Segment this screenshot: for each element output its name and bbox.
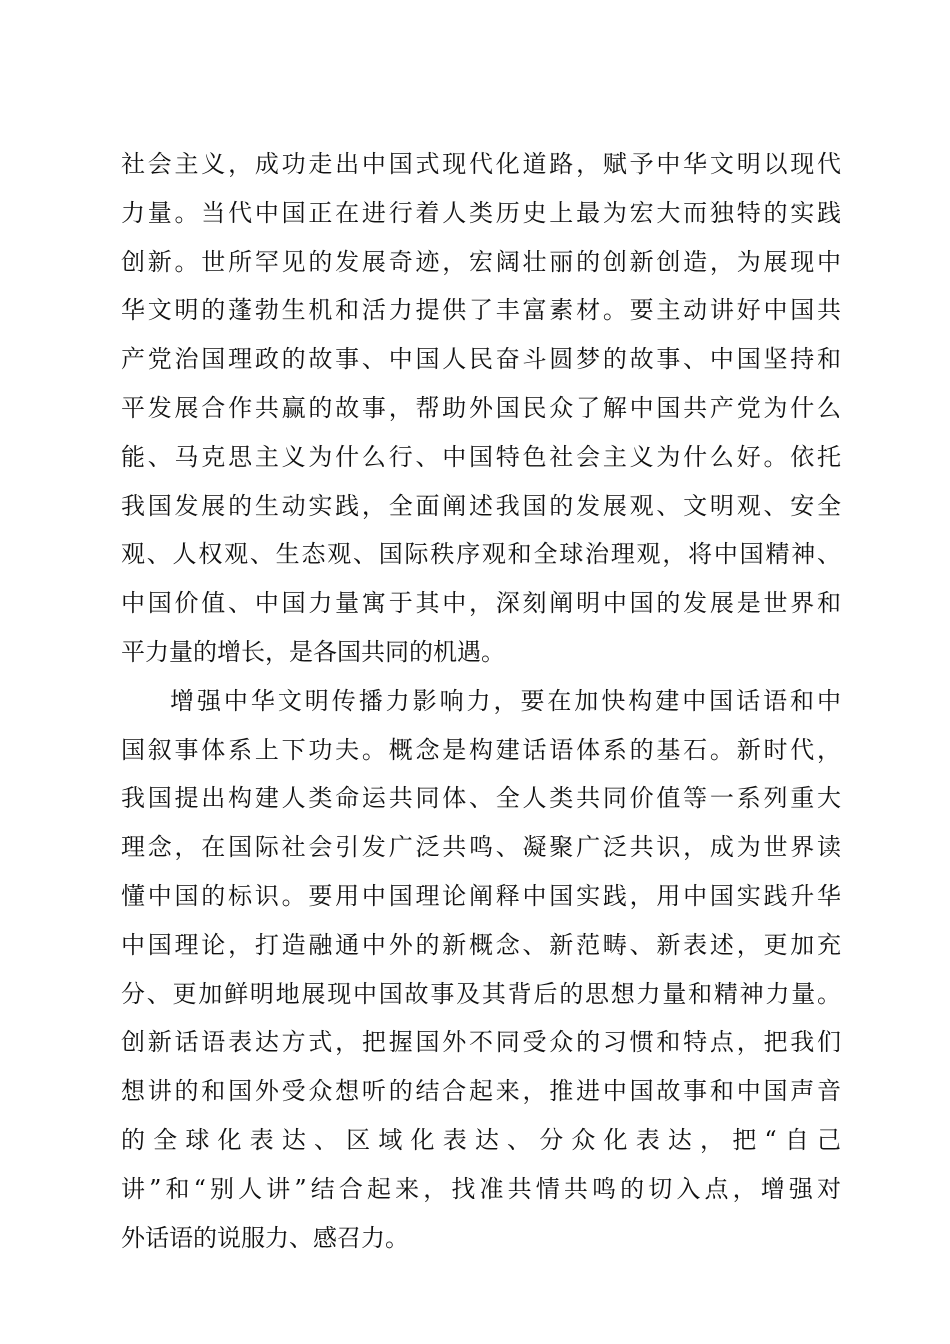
text-line: 懂中国的标识。要用中国理论阐释中国实践，用中国实践升华: [121, 881, 841, 910]
text-line: 外话语的说服力、感召力。: [121, 1223, 409, 1252]
text-line: 平发展合作共赢的故事，帮助外国民众了解中国共产党为什么: [121, 393, 841, 422]
text-line: 我国提出构建人类命运共同体、全人类共同价值等一系列重大: [121, 784, 841, 813]
text-line: 产党治国理政的故事、中国人民奋斗圆梦的故事、中国坚持和: [121, 345, 841, 374]
body-text: [121, 142, 841, 1264]
text-line: 华文明的蓬勃生机和活力提供了丰富素材。要主动讲好中国共: [121, 296, 841, 325]
text-line: 中国价值、中国力量寓于其中，深刻阐明中国的发展是世界和: [121, 589, 841, 618]
text-line: 平力量的增长，是各国共同的机遇。: [121, 637, 505, 666]
text-line: 理念，在国际社会引发广泛共鸣、凝聚广泛共识，成为世界读: [121, 833, 841, 862]
text-line: 社会主义，成功走出中国式现代化道路，赋予中华文明以现代: [121, 150, 841, 178]
text-line: 创新。世所罕见的发展奇迹，宏阔壮丽的创新创造，为展现中: [121, 247, 841, 276]
text-line: 观、人权观、生态观、国际秩序观和全球治理观，将中国精神、: [121, 540, 841, 569]
text-line: 国叙事体系上下功夫。概念是构建话语体系的基石。新时代，: [121, 735, 841, 764]
text-line: 我国发展的生动实践，全面阐述我国的发展观、文明观、安全: [121, 491, 841, 520]
text-line: 中国理论，打造融通中外的新概念、新范畴、新表述，更加充: [121, 930, 841, 959]
text-line: 讲”和“别人讲”结合起来，找准共情共鸣的切入点，增强对: [121, 1174, 841, 1203]
text-line: 的全球化表达、区域化表达、分众化表达，把“自己: [121, 1125, 841, 1154]
text-line: 创新话语表达方式，把握国外不同受众的习惯和特点，把我们: [121, 1028, 841, 1057]
paragraph-first-line: 增强中华文明传播力影响力，要在加快构建中国话语和中: [170, 686, 841, 715]
text-line: 想讲的和国外受众想听的结合起来，推进中国故事和中国声音: [121, 1077, 841, 1106]
text-line: 能、马克思主义为什么行、中国特色社会主义为什么好。依托: [121, 442, 841, 471]
text-line: 力量。当代中国正在进行着人类历史上最为宏大而独特的实践: [121, 198, 841, 227]
text-line: 分、更加鲜明地展现中国故事及其背后的思想力量和精神力量。: [121, 979, 841, 1008]
